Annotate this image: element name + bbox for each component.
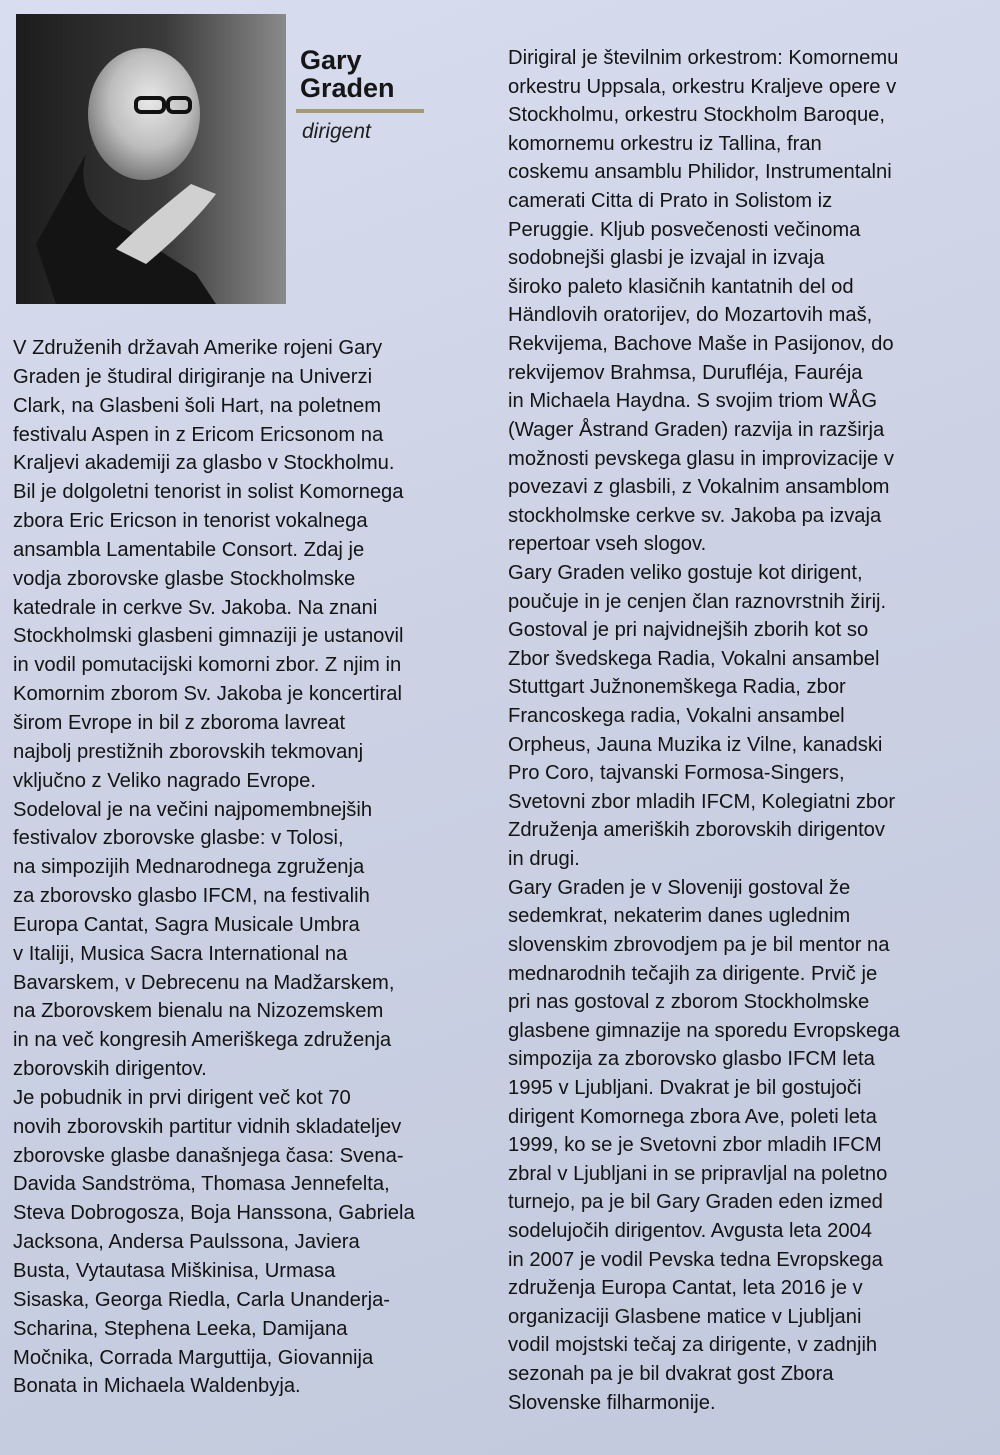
text-line: camerati Citta di Prato in Solistom iz bbox=[508, 190, 833, 213]
text-line: na Zborovskem bienalu na Nizozemskem bbox=[13, 1000, 384, 1023]
text-line: širom Evrope in bil z zboroma lavreat bbox=[13, 711, 346, 734]
text-line: najbolj prestižnih zborovskih tekmovanj bbox=[13, 740, 364, 763]
text-line: in 2007 je vodil Pevska tedna Evropskega bbox=[508, 1248, 883, 1271]
text-line: Scharina, Stephena Leeka, Damijana bbox=[13, 1317, 348, 1340]
text-line: festivalov zborovske glasbe: v Tolosi, bbox=[13, 827, 344, 850]
text-line: sezonah pa je bil dvakrat gost Zbora bbox=[508, 1363, 834, 1386]
text-line: Svetovni zbor mladih IFCM, Kolegiatni zbor bbox=[508, 790, 896, 813]
text-line: glasbene gimnazije na sporedu Evropskega bbox=[508, 1019, 900, 1042]
name-last: Graden bbox=[300, 73, 395, 103]
text-line: 1995 v Ljubljani. Dvakrat je bil gostujoči bbox=[508, 1076, 862, 1099]
name-first: Gary bbox=[300, 45, 362, 75]
text-line: Graden je študiral dirigiranje na Univerzi bbox=[13, 365, 373, 388]
text-line: repertoar vseh slogov. bbox=[508, 533, 707, 556]
text-line: stockholmske cerkve sv. Jakoba pa izvaja bbox=[508, 504, 882, 527]
text-line: katedrale in cerkve Sv. Jakoba. Na znani bbox=[13, 596, 378, 619]
text-line: vodil mojstski tečaj za dirigente, v zadnjih bbox=[508, 1334, 878, 1357]
text-line: vodja zborovske glasbe Stockholmske bbox=[13, 567, 356, 590]
text-line: slovenskim zbrovodjem pa je bil mentor na bbox=[508, 933, 890, 956]
portrait-photo bbox=[16, 14, 286, 304]
text-line: za zborovsko glasbo IFCM, na festivalih bbox=[13, 885, 370, 908]
text-line: 1999, ko se je Svetovni zbor mladih IFCM bbox=[508, 1134, 882, 1157]
text-line: Busta, Vytautasa Miškinisa, Urmasa bbox=[13, 1260, 336, 1282]
text-line: in drugi. bbox=[508, 848, 580, 871]
text-line: V Združenih državah Amerike rojeni Gary bbox=[13, 337, 383, 359]
text-line: Orpheus, Jauna Muzika iz Vilne, kanadski bbox=[508, 733, 883, 756]
text-line: ansambla Lamentabile Consort. Zdaj je bbox=[13, 538, 365, 561]
text-line: Stockholmski glasbeni gimnaziji je ustanovil bbox=[13, 625, 404, 648]
text-line: zborovskih dirigentov. bbox=[13, 1058, 207, 1081]
text-line: široko paleto klasičnih kantatnih del od bbox=[508, 275, 854, 298]
text-line: Močnika, Corrada Marguttija, Giovannija bbox=[13, 1346, 374, 1369]
text-line: Komornim zborom Sv. Jakoba je koncertiral bbox=[13, 683, 402, 706]
left-column-text bbox=[13, 334, 415, 1401]
text-line: coskemu ansamblu Philidor, Instrumentalni bbox=[508, 161, 892, 184]
text-line: Je pobudnik in prvi dirigent več kot 70 bbox=[13, 1086, 351, 1109]
text-line: Dirigiral je številnim orkestrom: Komornemu bbox=[508, 47, 899, 69]
right-column-text bbox=[508, 44, 900, 1417]
text-line: sedemkrat, nekaterim danes uglednim bbox=[508, 905, 851, 928]
text-line: Pro Coro, tajvanski Formosa-Singers, bbox=[508, 762, 845, 785]
text-line: Peruggie. Kljub posvečenosti večinoma bbox=[508, 218, 861, 241]
text-line: rekvijemov Brahmsa, Durufléja, Fauréja bbox=[508, 361, 863, 384]
text-line: poučuje in je cenjen član raznovrstnih žirij. bbox=[508, 590, 887, 613]
text-line: mednarodnih tečajih za dirigente. Prvič je bbox=[508, 962, 878, 985]
text-line: sodelujočih dirigentov. Avgusta leta 2004 bbox=[508, 1219, 873, 1242]
text-line: Gary Graden veliko gostuje kot dirigent, bbox=[508, 561, 863, 584]
text-line: komornemu orkestru iz Tallina, fran bbox=[508, 132, 822, 155]
text-line: sodobnejši glasbi je izvajal in izvaja bbox=[508, 247, 825, 270]
text-line: Francoskega radia, Vokalni ansambel bbox=[508, 705, 845, 728]
text-line: orkestru Uppsala, orkestru Kraljeve opere v bbox=[508, 75, 897, 98]
text-line: zbora Eric Ericson in tenorist vokalnega bbox=[13, 510, 368, 533]
text-line: Rekvijema, Bachove Maše in Pasijonov, do bbox=[508, 333, 894, 356]
text-line: Bil je dolgoletni tenorist in solist Komornega bbox=[13, 481, 404, 504]
text-line: Kraljevi akademiji za glasbo v Stockholmu. bbox=[13, 452, 395, 475]
text-line: Clark, na Glasbeni šoli Hart, na poletnem bbox=[13, 394, 382, 417]
text-line: novih zborovskih partitur vidnih skladateljev bbox=[13, 1115, 402, 1138]
text-line: Združenja ameriških zborovskih dirigentov bbox=[508, 819, 885, 842]
text-line: Stockholmu, orkestru Stockholm Baroque, bbox=[508, 104, 886, 127]
text-line: dirigent Komornega zbora Ave, poleti leta bbox=[508, 1105, 877, 1128]
text-line: v Italiji, Musica Sacra International na bbox=[13, 942, 348, 965]
text-line: zborovske glasbe današnjega časa: Svena- bbox=[13, 1144, 404, 1167]
text-line: vključno z Veliko nagrado Evrope. bbox=[13, 769, 316, 792]
text-line: in vodil pomutacijski komorni zbor. Z njim in bbox=[13, 654, 402, 677]
header-divider bbox=[296, 109, 424, 113]
text-line: in na več kongresih Ameriškega združenja bbox=[13, 1029, 392, 1052]
text-line: Steva Dobrogosza, Boja Hanssona, Gabriela bbox=[13, 1202, 415, 1225]
text-line: Gostoval je pri najvidnejših zborih kot so bbox=[508, 619, 869, 642]
text-line: Davida Sandströma, Thomasa Jennefelta, bbox=[13, 1173, 390, 1196]
text-line: organizaciji Glasbene matice v Ljubljani bbox=[508, 1305, 862, 1328]
text-line: simpozija za zborovsko glasbo IFCM leta bbox=[508, 1048, 875, 1071]
text-line: Slovenske filharmonije. bbox=[508, 1391, 716, 1414]
text-line: združenja Europa Cantat, leta 2016 je v bbox=[508, 1277, 863, 1300]
text-line: Bonata in Michaela Waldenbyja. bbox=[13, 1375, 301, 1398]
text-line: Gary Graden je v Sloveniji gostoval že bbox=[508, 876, 851, 899]
text-line: Sodeloval je na večini najpomembnejših bbox=[13, 798, 373, 821]
conductor-name bbox=[300, 46, 395, 102]
text-line: na simpozijih Mednarodnega zgruženja bbox=[13, 856, 365, 879]
text-line: Stuttgart Južnonemškega Radia, zbor bbox=[508, 676, 846, 699]
text-line: povezavi z glasbili, z Vokalnim ansamblom bbox=[508, 476, 890, 499]
text-line: festivalu Aspen in z Ericom Ericsonom na bbox=[13, 423, 384, 446]
text-line: Europa Cantat, Sagra Musicale Umbra bbox=[13, 913, 360, 936]
text-line: zbral v Ljubljani in se pripravljal na poletno bbox=[508, 1162, 888, 1185]
text-line: Zbor švedskega Radia, Vokalni ansambel bbox=[508, 647, 880, 670]
text-line: pri nas gostoval z zborom Stockholmske bbox=[508, 991, 870, 1014]
text-line: Sisaska, Georga Riedla, Carla Unanderja- bbox=[13, 1288, 391, 1311]
text-line: Bavarskem, v Debrecenu na Madžarskem, bbox=[13, 971, 395, 994]
text-line: Händlovih oratorijev, do Mozartovih maš, bbox=[508, 304, 873, 327]
text-line: in Michaela Haydna. S svojim triom WÅG bbox=[508, 390, 878, 413]
conductor-role: dirigent bbox=[302, 120, 371, 143]
text-line: Jacksona, Andersa Paulssona, Javiera bbox=[13, 1231, 360, 1254]
text-line: turnejo, pa je bil Gary Graden eden izmed bbox=[508, 1191, 883, 1214]
text-line: možnosti pevskega glasu in improvizacije v bbox=[508, 447, 894, 470]
text-line: (Wager Åstrand Graden) razvija in razširja bbox=[508, 418, 885, 441]
